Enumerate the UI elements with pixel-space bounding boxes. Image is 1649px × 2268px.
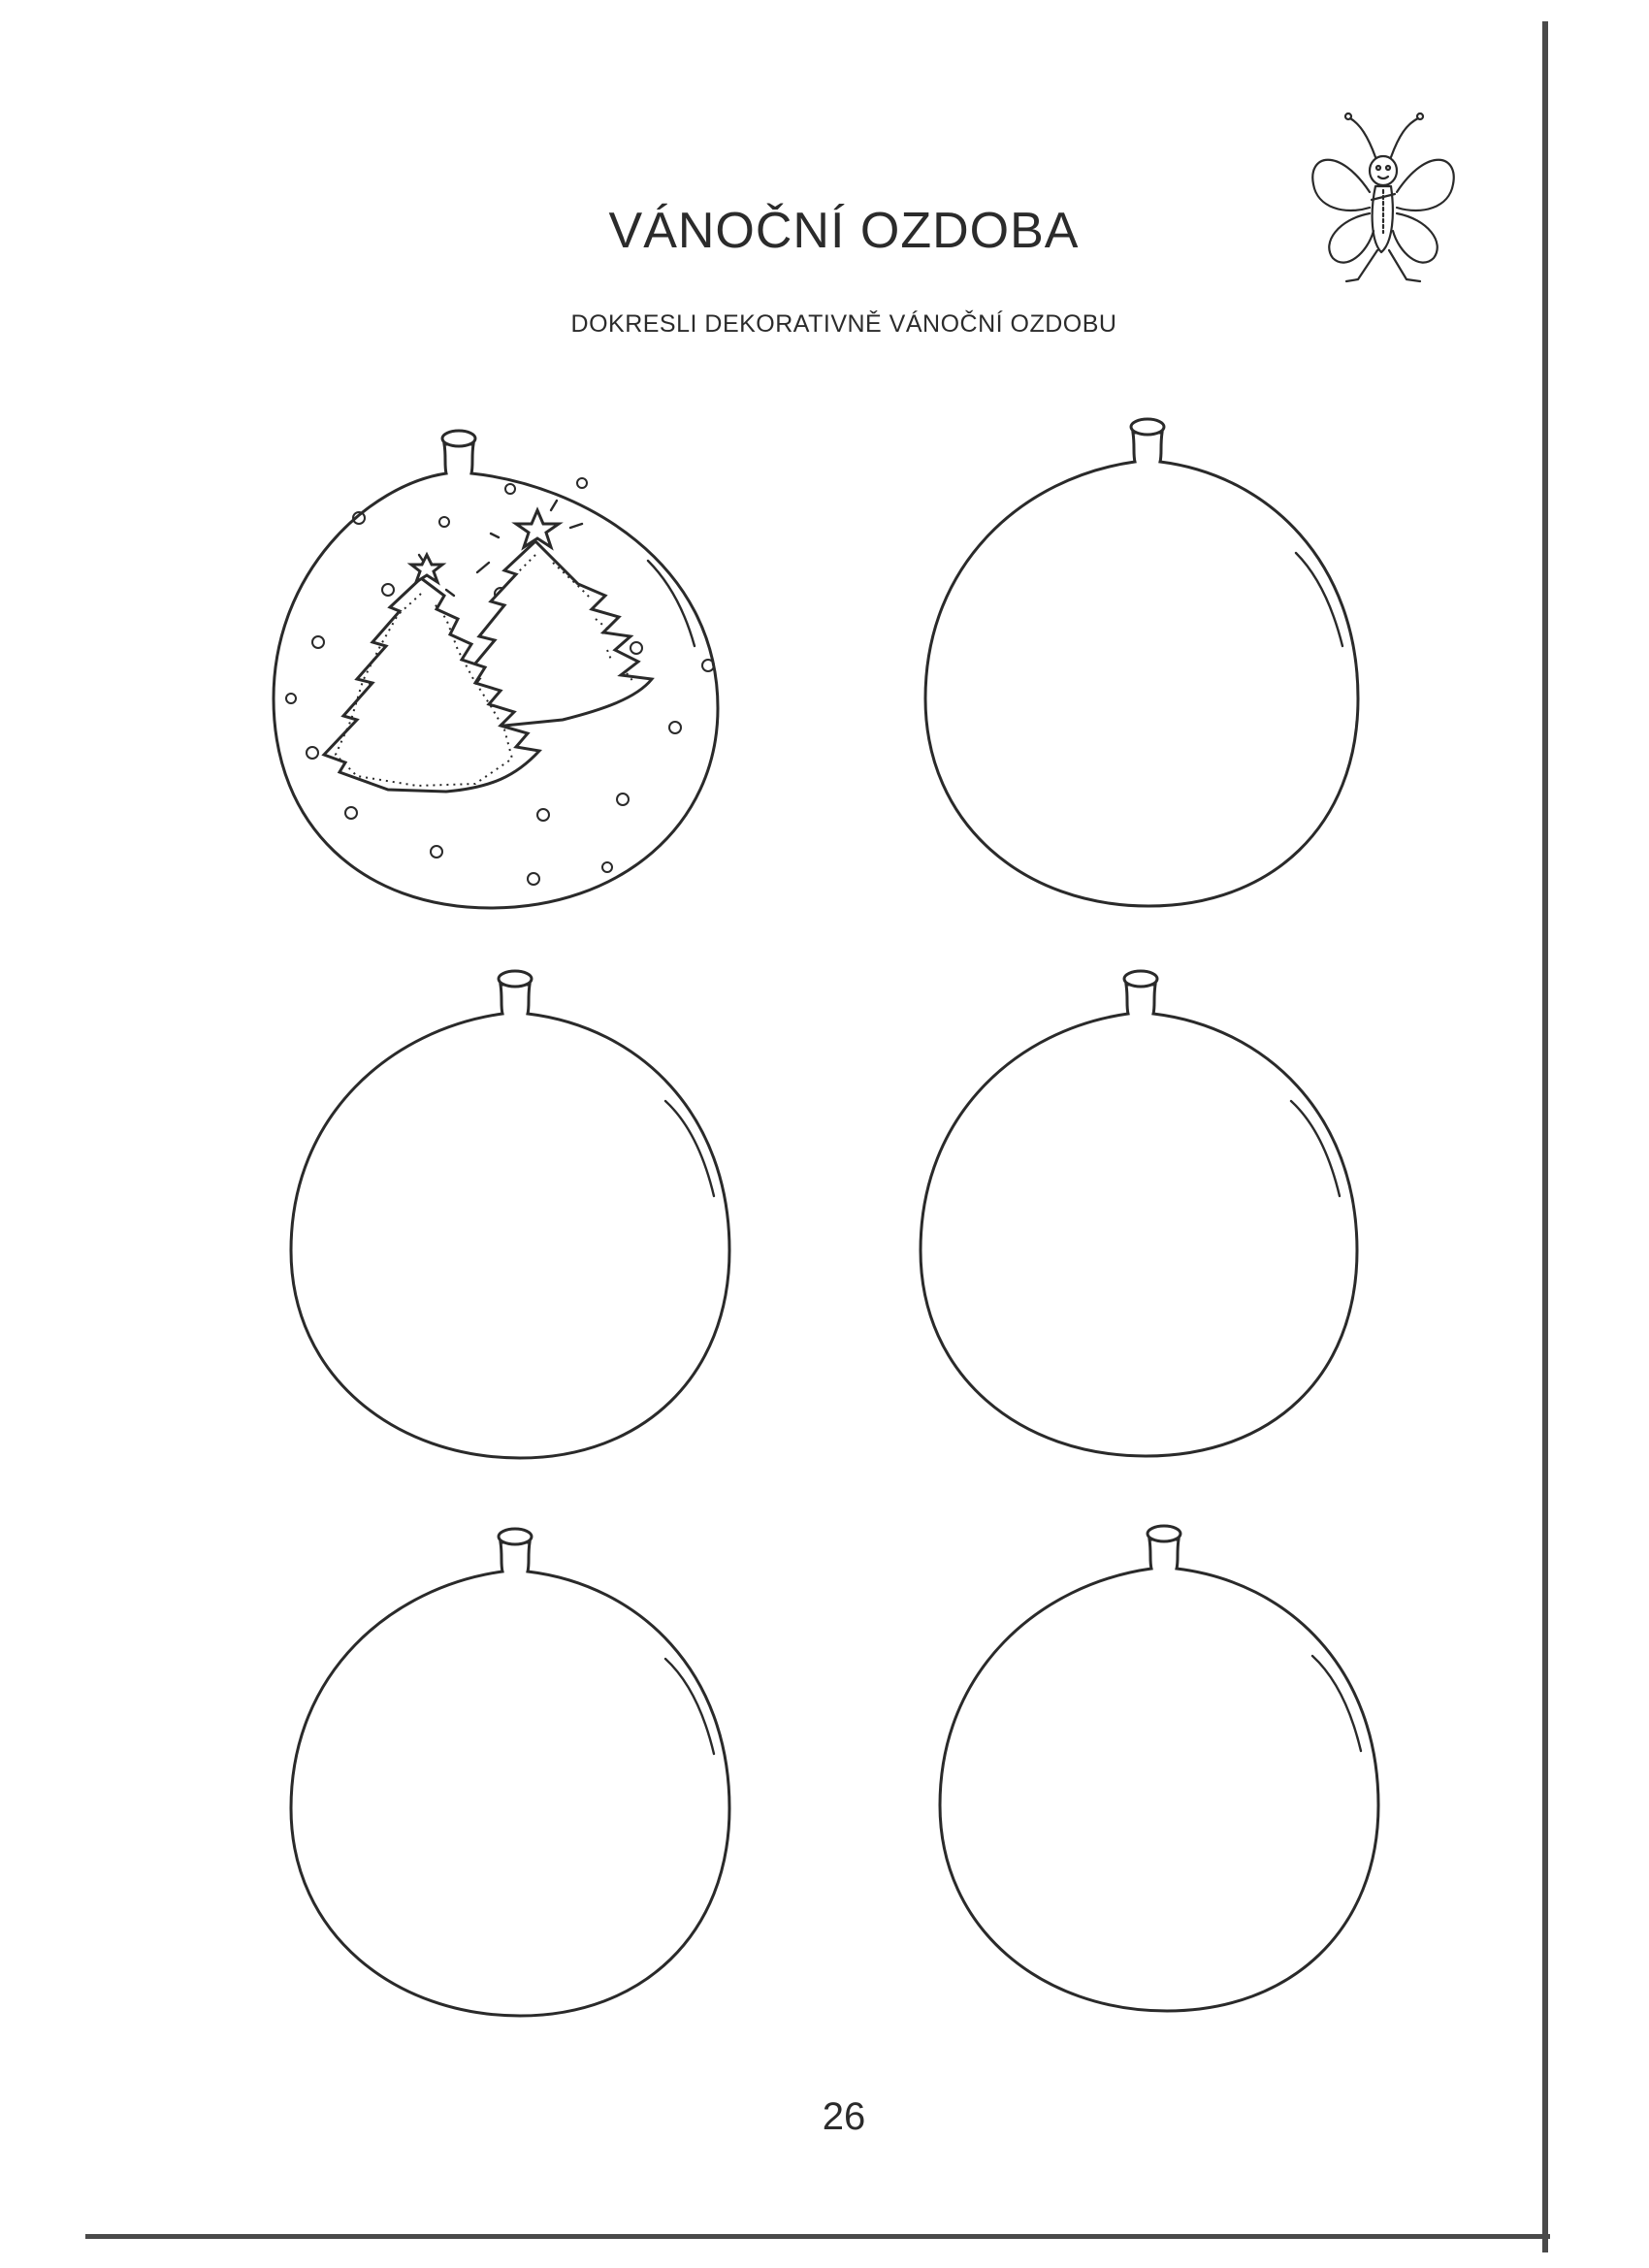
ornament-cap <box>1148 1526 1180 1541</box>
page-instruction: DOKRESLI DEKORATIVNĚ VÁNOČNÍ OZDOBU <box>570 310 1117 338</box>
page-edge-rule-vertical <box>1542 21 1548 2252</box>
ornament-body <box>940 1539 1378 2011</box>
ornament-decorated[interactable] <box>262 417 728 922</box>
page-title: VÁNOČNÍ OZDOBA <box>608 203 1080 259</box>
butterfly-mascot-icon <box>1300 107 1465 301</box>
ornament-cap <box>1131 419 1164 435</box>
ornament-cap <box>499 1529 532 1544</box>
ornament-blank[interactable] <box>281 965 747 1470</box>
ornament-blank[interactable] <box>281 1523 747 2027</box>
ornament-body <box>291 1542 729 2016</box>
ornament-blank[interactable] <box>907 965 1373 1470</box>
page-number: 26 <box>822 2095 866 2138</box>
ornament-blank[interactable] <box>910 417 1375 922</box>
ornament-body <box>925 433 1358 906</box>
ornament-cap <box>442 431 475 446</box>
ornament-cap <box>1124 971 1157 987</box>
ornament-cap <box>499 971 532 987</box>
ornament-body <box>921 985 1357 1456</box>
ornament-body <box>291 985 729 1458</box>
page-edge-rule-horizontal <box>85 2234 1550 2239</box>
ornament-blank[interactable] <box>926 1518 1392 2023</box>
